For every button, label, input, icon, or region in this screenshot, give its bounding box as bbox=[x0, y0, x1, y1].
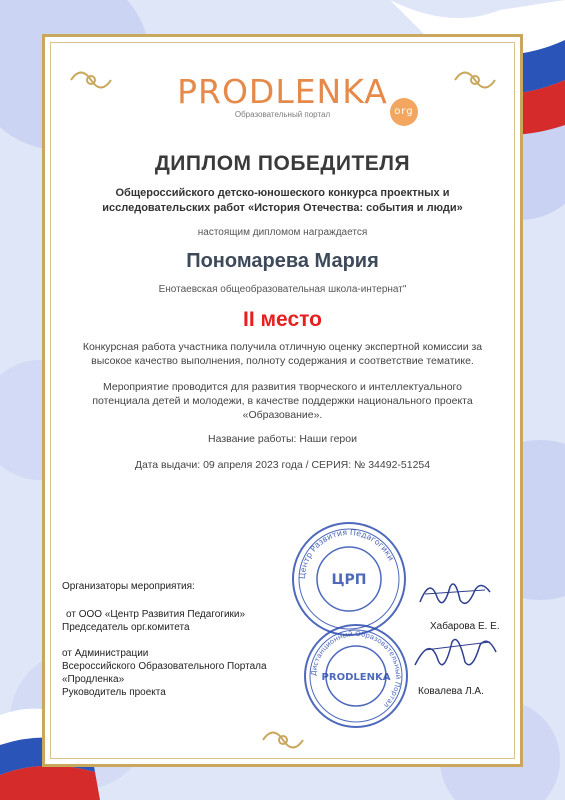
svg-text:Центр Развития Педагогики: Центр Развития Педагогики bbox=[297, 527, 396, 580]
svg-text:ЦРП: ЦРП bbox=[331, 572, 367, 588]
contest-name bbox=[60, 186, 505, 216]
evaluation-line-1: Конкурсная работа участника получила отличную оценку экспертной комиссии за bbox=[82, 341, 483, 353]
purpose-paragraph bbox=[60, 380, 505, 422]
work-title: Название работы: Наши герои bbox=[208, 433, 357, 445]
signature-kovaleva bbox=[410, 630, 500, 680]
org2-line-3: «Продленка» bbox=[62, 674, 125, 685]
svg-text:Дистанционный Образовательный: Дистанционный Образовательный Портал bbox=[309, 629, 403, 710]
org1-signer: Хабарова Е. Е. bbox=[430, 621, 500, 632]
place-award: II место bbox=[243, 308, 322, 331]
ornament-bottom-center bbox=[258, 720, 308, 760]
signature-khabarova bbox=[415, 572, 495, 617]
purpose-line-2: потенциала детей и молодежи, в качестве поддержки национального проекта bbox=[92, 395, 473, 407]
awarded-text: настоящим дипломом награждается bbox=[197, 227, 368, 238]
organizers-heading: Организаторы мероприятия: bbox=[62, 581, 195, 592]
school-name: Енотаевская общеобразовательная школа-интернат" bbox=[158, 284, 407, 295]
org1-line-2: Председатель орг.комитета bbox=[62, 622, 190, 633]
purpose-line-3: «Образование». bbox=[242, 409, 323, 421]
purpose-line-1: Мероприятие проводится для развития творческого и интеллектуального bbox=[102, 381, 462, 393]
logo-org-badge: org bbox=[390, 98, 418, 126]
logo-subtitle: Образовательный портал bbox=[234, 110, 331, 119]
evaluation-line-2: высокое качество выполнения, полноту содержания и соответствие тематике. bbox=[91, 355, 474, 367]
logo-text: PRODLENKA bbox=[177, 72, 388, 111]
org2-line-2: Всероссийского Образовательного Портала bbox=[62, 661, 267, 672]
recipient-name: Пономарева Мария bbox=[186, 250, 379, 272]
diploma-title: ДИПЛОМ ПОБЕДИТЕЛЯ bbox=[154, 152, 411, 175]
issue-date-series: Дата выдачи: 09 апреля 2023 года / СЕРИЯ: № 34492-51254 bbox=[134, 459, 431, 471]
contest-line-1: Общероссийского детско-юношеского конкурса проектных и bbox=[115, 187, 450, 199]
logo bbox=[0, 72, 565, 119]
org1-line-1: от ООО «Центр Развития Педагогики» bbox=[66, 609, 246, 620]
svg-text:PRODLENKA: PRODLENKA bbox=[321, 672, 391, 683]
stamp-crp bbox=[290, 520, 408, 638]
evaluation-paragraph bbox=[60, 340, 505, 368]
org2-signer: Ковалева Л.А. bbox=[418, 686, 484, 697]
org2-line-4: Руководитель проекта bbox=[62, 687, 166, 698]
org2-line-1: от Администрации bbox=[62, 648, 149, 659]
stamp-prodlenka bbox=[302, 622, 410, 730]
contest-line-2: исследовательских работ «История Отечества: события и люди» bbox=[102, 202, 463, 214]
